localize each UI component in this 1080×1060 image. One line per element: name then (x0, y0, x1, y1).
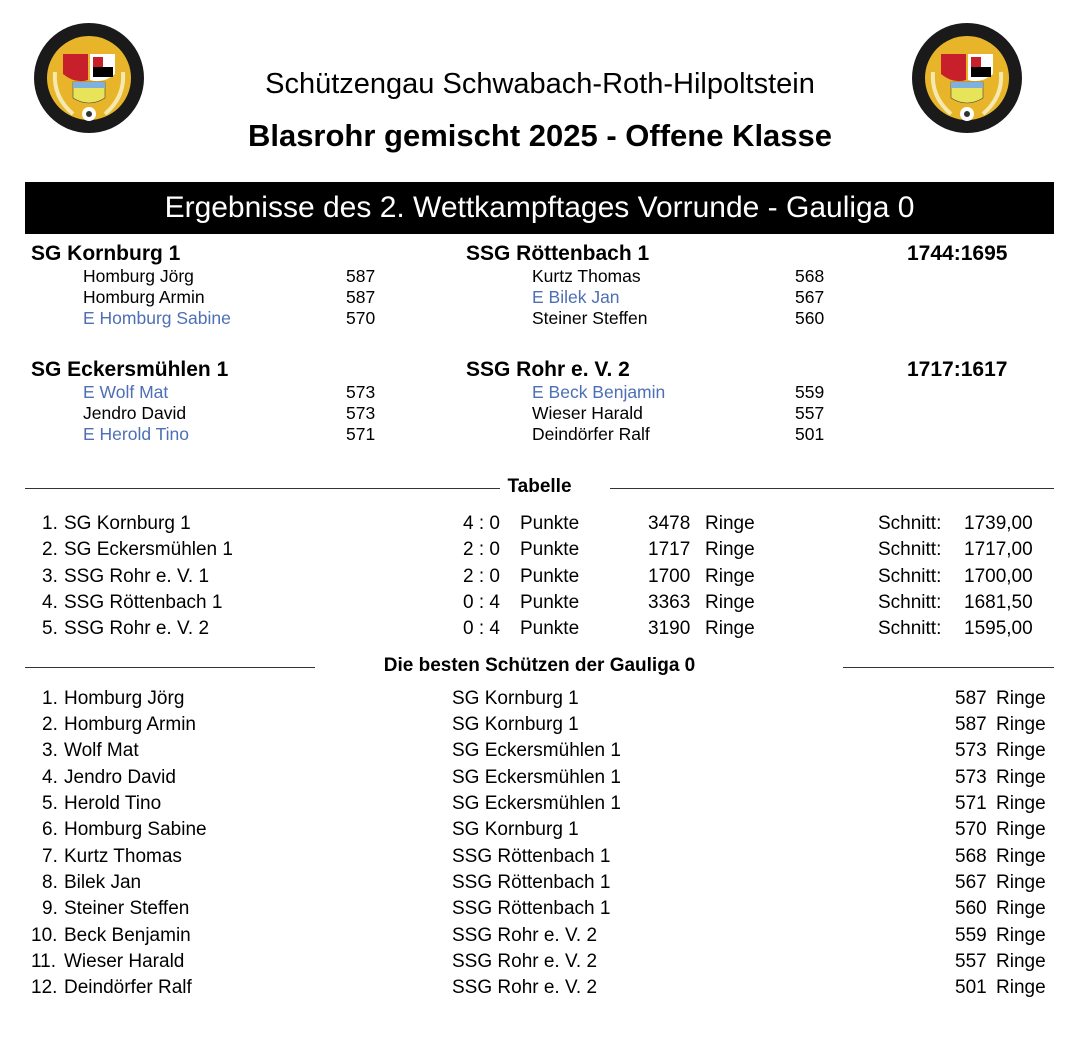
score: 567 (955, 872, 987, 893)
score: 560 (955, 898, 987, 919)
substitute-shooter-name: E Homburg Sabine (83, 308, 231, 328)
score: 557 (955, 951, 987, 972)
rank: 10. (31, 925, 58, 946)
org-title: Schützengau Schwabach-Roth-Hilpoltstein (265, 68, 815, 100)
rings-label: Ringe (705, 566, 755, 587)
rings-label: Ringe (996, 846, 1046, 867)
score: 559 (955, 925, 987, 946)
standings-row (0, 566, 1080, 592)
points: 2 : 0 (463, 566, 500, 587)
rings-label: Ringe (996, 925, 1046, 946)
best-shooters-title: Die besten Schützen der Gauliga 0 (383, 655, 696, 676)
rank: 3. (42, 566, 58, 587)
rings-label: Ringe (996, 767, 1046, 788)
home-team-name: SG Kornburg 1 (31, 242, 181, 265)
average-label: Schnitt: (878, 539, 942, 560)
rings: 1700 (648, 566, 691, 587)
shooter-name: Bilek Jan (64, 872, 142, 893)
team-name: SG Kornburg 1 (452, 819, 579, 840)
best-shooter-row (0, 714, 1080, 740)
shooter-name: Steiner Steffen (532, 308, 648, 328)
rank: 1. (42, 688, 58, 709)
shooter-score: 560 (795, 308, 825, 328)
points: 0 : 4 (463, 618, 500, 639)
rings: 3190 (648, 618, 691, 639)
results-banner: Ergebnisse des 2. Wettkampftages Vorrunde - Gauliga 0 (25, 182, 1054, 234)
rings-label: Ringe (705, 513, 755, 534)
match-score: 1744:1695 (907, 242, 1008, 265)
average-label: Schnitt: (878, 566, 942, 587)
points-label: Punkte (520, 566, 580, 587)
best-shooter-row (0, 846, 1080, 872)
match-score: 1717:1617 (907, 358, 1008, 381)
away-team-name: SSG Rohr e. V. 2 (466, 358, 630, 381)
shooter-name: Kurtz Thomas (532, 266, 641, 286)
best-shooter-row (0, 767, 1080, 793)
shooter-name: Wieser Harald (64, 951, 185, 972)
score: 568 (955, 846, 987, 867)
rank: 6. (42, 819, 58, 840)
divider (610, 488, 1054, 489)
team-name: SSG Röttenbach 1 (452, 872, 611, 893)
team-name: SG Eckersmühlen 1 (64, 539, 233, 560)
shooter-name: Jendro David (64, 767, 176, 788)
score: 570 (955, 819, 987, 840)
shooter-score: 557 (795, 403, 825, 423)
shooter-name: Deindörfer Ralf (532, 424, 650, 444)
rings-label: Ringe (705, 618, 755, 639)
standings-header (25, 476, 1054, 500)
shooter-score: 571 (346, 424, 376, 444)
event-title: Blasrohr gemischt 2025 - Offene Klasse (247, 118, 833, 153)
standings-row (0, 592, 1080, 618)
rings-label: Ringe (996, 740, 1046, 761)
best-shooter-row (0, 819, 1080, 845)
points: 4 : 0 (463, 513, 500, 534)
best-shooter-row (0, 872, 1080, 898)
team-name: SSG Rohr e. V. 2 (452, 951, 598, 972)
rings-label: Ringe (705, 539, 755, 560)
team-name: SSG Rohr e. V. 2 (64, 618, 210, 639)
team-name: SG Eckersmühlen 1 (452, 793, 621, 814)
rank: 8. (42, 872, 58, 893)
shooter-score: 570 (346, 308, 376, 328)
best-shooter-row (0, 977, 1080, 1003)
standings-title: Tabelle (507, 476, 572, 497)
team-name: SSG Röttenbach 1 (64, 592, 223, 613)
points-label: Punkte (520, 618, 580, 639)
score: 587 (955, 714, 987, 735)
team-name: SSG Röttenbach 1 (452, 898, 611, 919)
rings-label: Ringe (996, 951, 1046, 972)
shooter-name: Homburg Armin (64, 714, 196, 735)
team-name: SG Kornburg 1 (64, 513, 191, 534)
points-label: Punkte (520, 539, 580, 560)
shooter-score: 568 (795, 266, 825, 286)
rings: 3363 (648, 592, 691, 613)
shooter-name: Homburg Sabine (64, 819, 207, 840)
best-shooter-row (0, 793, 1080, 819)
points: 0 : 4 (463, 592, 500, 613)
substitute-shooter-name: E Beck Benjamin (532, 382, 666, 402)
rank: 2. (42, 539, 58, 560)
team-name: SG Kornburg 1 (452, 688, 579, 709)
rings-label: Ringe (996, 714, 1046, 735)
team-name: SSG Rohr e. V. 2 (452, 977, 598, 998)
shooter-name: Beck Benjamin (64, 925, 191, 946)
away-team-name: SSG Röttenbach 1 (466, 242, 650, 265)
substitute-shooter-name: E Wolf Mat (83, 382, 169, 402)
rings: 1717 (648, 539, 691, 560)
score: 573 (955, 767, 987, 788)
substitute-shooter-name: E Bilek Jan (532, 287, 620, 307)
average-label: Schnitt: (878, 618, 942, 639)
score: 573 (955, 740, 987, 761)
rank: 4. (42, 592, 58, 613)
rank: 9. (42, 898, 58, 919)
average: 1739,00 (964, 513, 1033, 534)
best-shooters-header (25, 655, 1054, 679)
rings: 3478 (648, 513, 691, 534)
rings-label: Ringe (996, 898, 1046, 919)
shooter-score: 501 (795, 424, 825, 444)
points-label: Punkte (520, 592, 580, 613)
best-shooter-row (0, 740, 1080, 766)
match-result (0, 358, 1080, 468)
rank: 5. (42, 793, 58, 814)
rings-label: Ringe (996, 793, 1046, 814)
divider (843, 667, 1054, 668)
team-name: SSG Röttenbach 1 (452, 846, 611, 867)
shooter-name: Wolf Mat (64, 740, 139, 761)
match-result (0, 242, 1080, 352)
substitute-shooter-name: E Herold Tino (83, 424, 190, 444)
team-name: SG Kornburg 1 (452, 714, 579, 735)
points: 2 : 0 (463, 539, 500, 560)
best-shooter-row (0, 925, 1080, 951)
average-label: Schnitt: (878, 592, 942, 613)
standings-row (0, 513, 1080, 539)
shooter-score: 573 (346, 403, 376, 423)
standings-row (0, 539, 1080, 565)
shooter-name: Homburg Jörg (64, 688, 185, 709)
shooter-score: 567 (795, 287, 825, 307)
shooter-name: Steiner Steffen (64, 898, 190, 919)
shooter-name: Jendro David (83, 403, 187, 423)
shooter-name: Deindörfer Ralf (64, 977, 192, 998)
shooter-name: Homburg Jörg (83, 266, 194, 286)
shooter-name: Herold Tino (64, 793, 162, 814)
best-shooter-row (0, 688, 1080, 714)
average: 1700,00 (964, 566, 1033, 587)
rings-label: Ringe (705, 592, 755, 613)
shooter-score: 587 (346, 266, 376, 286)
rank: 2. (42, 714, 58, 735)
rings-label: Ringe (996, 977, 1046, 998)
shooter-score: 559 (795, 382, 825, 402)
score: 501 (955, 977, 987, 998)
average-label: Schnitt: (878, 513, 942, 534)
best-shooter-row (0, 951, 1080, 977)
shooter-name: Homburg Armin (83, 287, 205, 307)
average: 1595,00 (964, 618, 1033, 639)
score: 571 (955, 793, 987, 814)
rank: 5. (42, 618, 58, 639)
score: 587 (955, 688, 987, 709)
team-name: SSG Rohr e. V. 1 (64, 566, 210, 587)
rank: 7. (42, 846, 58, 867)
standings-row (0, 618, 1080, 644)
rank: 3. (42, 740, 58, 761)
rings-label: Ringe (996, 688, 1046, 709)
shooter-score: 587 (346, 287, 376, 307)
points-label: Punkte (520, 513, 580, 534)
best-shooter-row (0, 898, 1080, 924)
shooter-name: Kurtz Thomas (64, 846, 182, 867)
team-name: SSG Rohr e. V. 2 (452, 925, 598, 946)
rings-label: Ringe (996, 872, 1046, 893)
rank: 1. (42, 513, 58, 534)
rank: 4. (42, 767, 58, 788)
home-team-name: SG Eckersmühlen 1 (31, 358, 229, 381)
average: 1681,50 (964, 592, 1033, 613)
shooter-name: Wieser Harald (532, 403, 643, 423)
team-name: SG Eckersmühlen 1 (452, 740, 621, 761)
shooter-score: 573 (346, 382, 376, 402)
average: 1717,00 (964, 539, 1033, 560)
rings-label: Ringe (996, 819, 1046, 840)
rank: 12. (31, 977, 58, 998)
rank: 11. (31, 951, 57, 972)
team-name: SG Eckersmühlen 1 (452, 767, 621, 788)
